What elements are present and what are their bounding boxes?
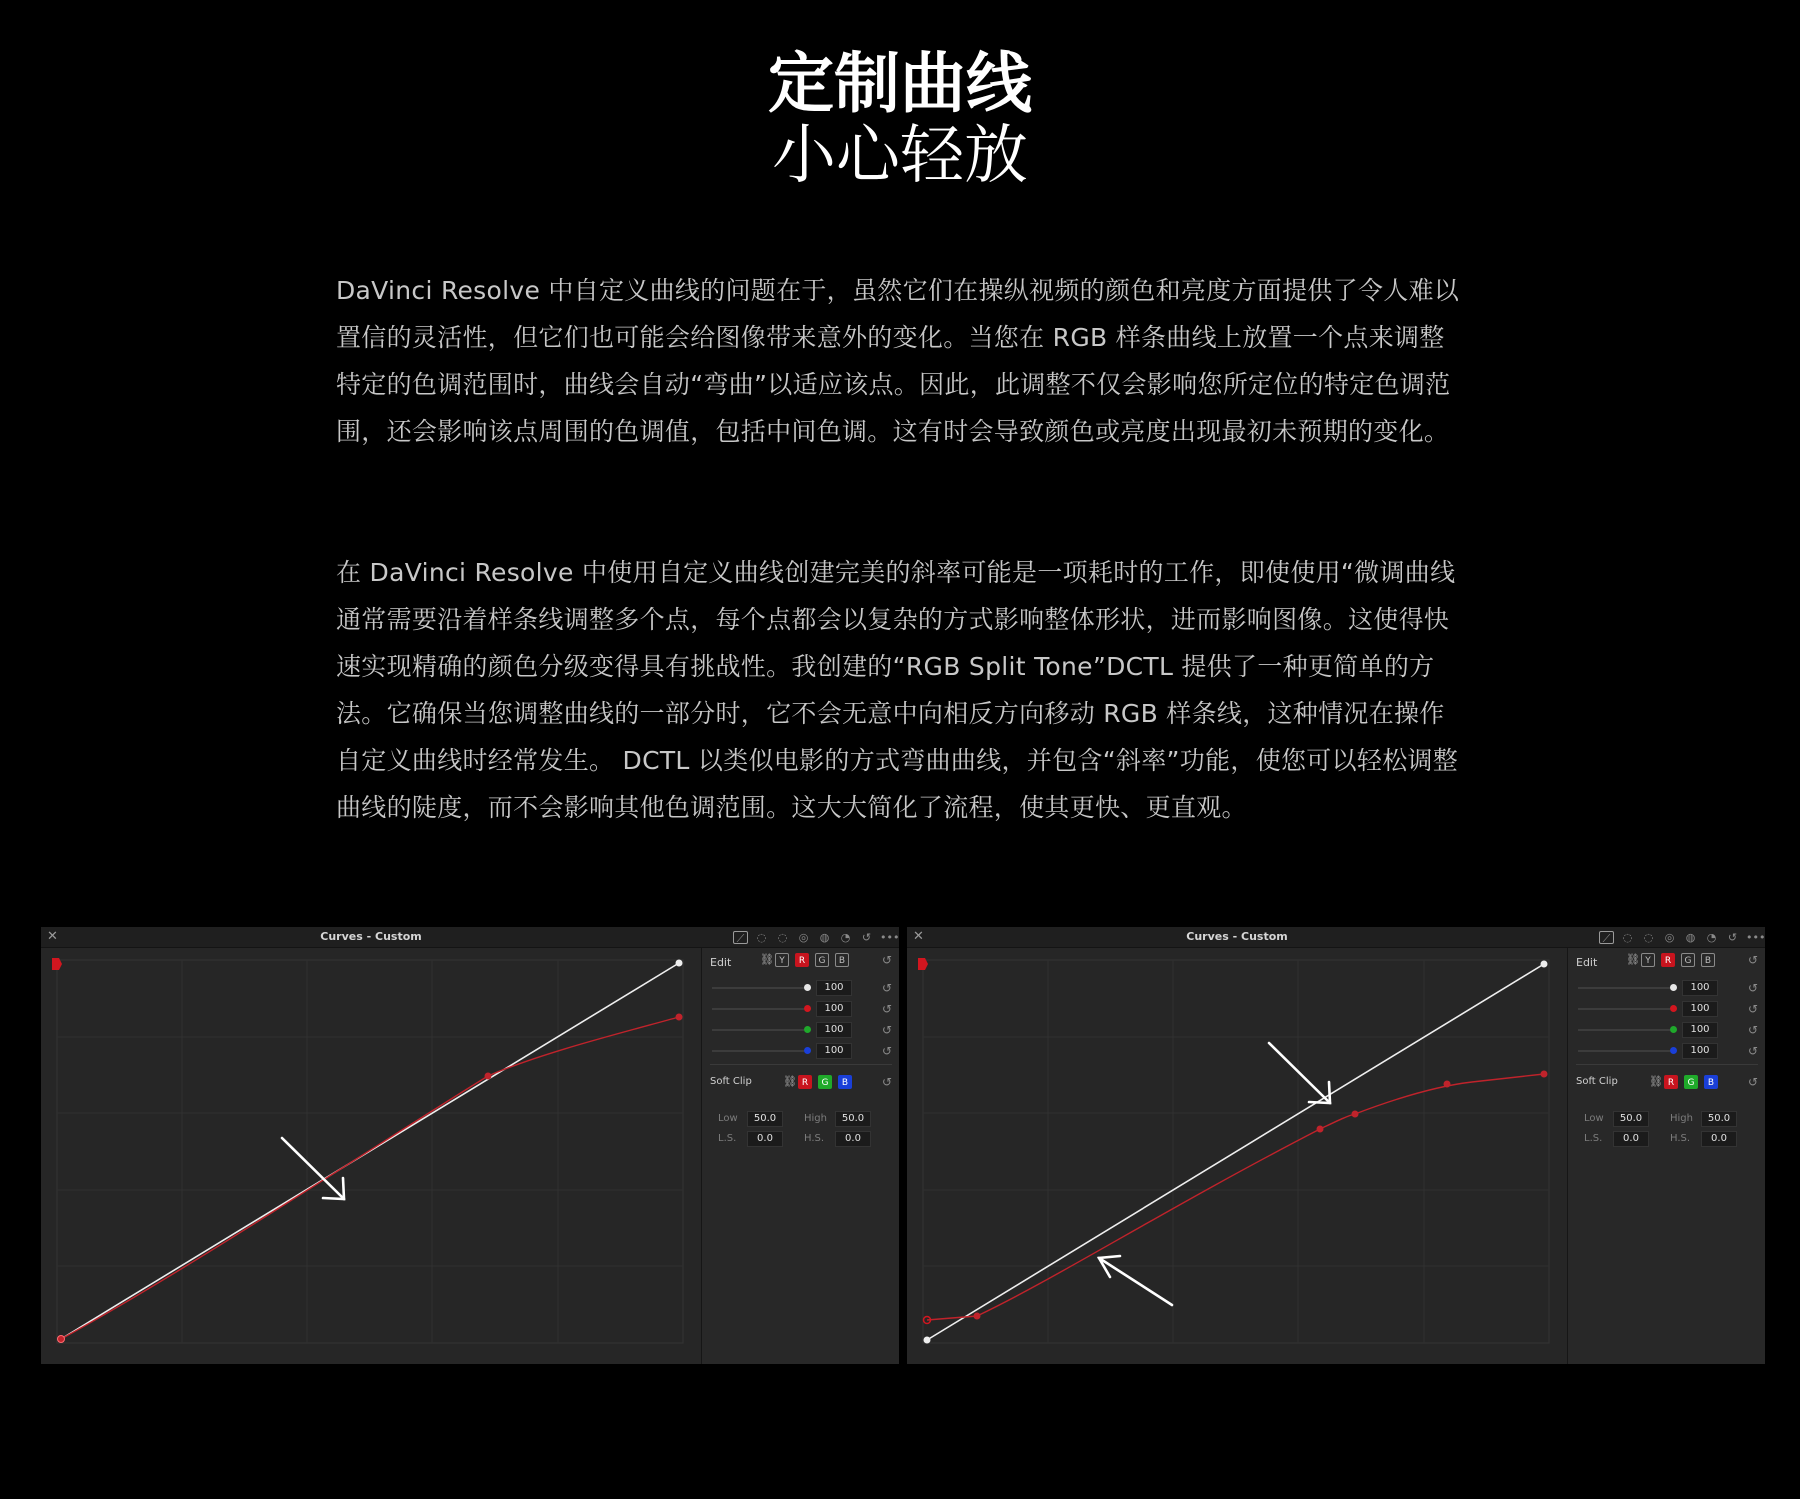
divider: [710, 1064, 892, 1065]
arrow-annotation-top: [1269, 1043, 1330, 1103]
ls-label: L.S.: [718, 1133, 737, 1144]
sat-vs-sat-icon[interactable]: ◔: [1706, 930, 1717, 944]
softclip-link-icon[interactable]: ⛓: [1649, 1075, 1663, 1088]
curves-panel-right: [907, 927, 1765, 1364]
slider-red-dot[interactable]: [804, 1005, 811, 1012]
link-icon[interactable]: ⛓: [760, 953, 774, 966]
body-paragraph-2: 在 DaVinci Resolve 中使用自定义曲线创建完美的斜率可能是一项耗时的工作，即使使用“微调曲线通常需要沿着样条线调整多个点，每个点都会以复杂的方式影响整体形状，进而影响图像。这使得快速实现精确的颜色分级变得具有挑战性。我创建的“RGB Split Tone”DCTL 提供了一种更简单的方法。它确保当您调整曲线的一部分时，它不会无意中向相反方向移动 RGB 样条线，这种情况在操作自定义曲线时经常发生。 DCTL 以类似电影的方式弯曲曲线，并包含“斜率”功能，使您可以轻松调整曲线的陡度，而不会影响其他色调范围。这大大简化了流程，使其更快、更直观。: [336, 558, 1459, 822]
page-subtitle: 小心轻放: [772, 119, 1028, 193]
hue-vs-sat-icon[interactable]: ◌: [777, 930, 788, 944]
hue-vs-lum-icon[interactable]: ◎: [1664, 930, 1675, 944]
arrow-annotation-bottom: [1099, 1256, 1172, 1305]
slider-red-track[interactable]: [1578, 1008, 1670, 1010]
ls-value-field[interactable]: 0.0: [747, 1131, 783, 1147]
red-point-mid-a: [1317, 1126, 1324, 1133]
red-point-bottom: [58, 1336, 65, 1343]
panel-toolbar: [1599, 927, 1765, 947]
slider-luma-track[interactable]: [712, 987, 804, 989]
white-point-top: [1541, 961, 1548, 968]
link-icon[interactable]: ⛓: [1626, 953, 1640, 966]
low-value-field[interactable]: 50.0: [747, 1111, 783, 1127]
lum-vs-sat-icon[interactable]: ◍: [1685, 930, 1696, 944]
hs-label: H.S.: [1670, 1133, 1691, 1144]
channel-r-button[interactable]: R: [1661, 953, 1675, 967]
reset-blue-icon[interactable]: ↺: [882, 1044, 893, 1058]
hs-value-field[interactable]: 0.0: [835, 1131, 871, 1147]
reset-red-icon[interactable]: ↺: [1748, 1002, 1759, 1016]
reset-softclip-icon[interactable]: ↺: [882, 1075, 893, 1089]
ls-label: L.S.: [1584, 1133, 1603, 1144]
slider-green-dot[interactable]: [804, 1026, 811, 1033]
curve-graph[interactable]: [41, 948, 701, 1364]
divider: [1576, 1064, 1758, 1065]
curve-graph-svg: [907, 948, 1567, 1364]
reset-edit-icon[interactable]: ↺: [1748, 953, 1759, 967]
softclip-g-button[interactable]: G: [1684, 1075, 1698, 1089]
slider-luma-dot[interactable]: [1670, 984, 1677, 991]
slider-green-dot[interactable]: [1670, 1026, 1677, 1033]
high-label: High: [804, 1113, 827, 1124]
high-value-field[interactable]: 50.0: [1701, 1111, 1737, 1127]
high-label: High: [1670, 1113, 1693, 1124]
channel-g-button[interactable]: G: [1681, 953, 1695, 967]
channel-y-button[interactable]: Y: [775, 953, 789, 967]
reset-luma-icon[interactable]: ↺: [882, 981, 893, 995]
slider-luma-dot[interactable]: [804, 984, 811, 991]
hs-label: H.S.: [804, 1133, 825, 1144]
channel-b-button[interactable]: B: [835, 953, 849, 967]
ls-value-field[interactable]: 0.0: [1613, 1131, 1649, 1147]
slider-green-track[interactable]: [712, 1029, 804, 1031]
slider-red-track[interactable]: [712, 1008, 804, 1010]
hs-value-field[interactable]: 0.0: [1701, 1131, 1737, 1147]
slider-green-track[interactable]: [1578, 1029, 1670, 1031]
curve-view-icon[interactable]: ⟋: [733, 931, 748, 944]
curve-view-icon[interactable]: ⟋: [1599, 931, 1614, 944]
reset-all-icon[interactable]: ↺: [1727, 930, 1738, 944]
slider-blue-track[interactable]: [712, 1050, 804, 1052]
slider-luma-value[interactable]: 100: [1682, 980, 1718, 996]
white-point-bottom: [924, 1337, 931, 1344]
curves-panel-left: [41, 927, 899, 1364]
lum-vs-sat-icon[interactable]: ◍: [819, 930, 830, 944]
body-paragraph-1: DaVinci Resolve 中自定义曲线的问题在于，虽然它们在操纵视频的颜色和亮度方面提供了令人难以置信的灵活性，但它们也可能会给图像带来意外的变化。当您在 RGB 样条曲线上放置一个点来调整特定的色调范围时，曲线会自动“弯曲”以适应该点。因此，此调整不仅会影响您所定位的特定色调范围，还会影响该点周围的色调值，包括中间色调。这有时会导致颜色或亮度出现最初未预期的变化。: [336, 276, 1460, 446]
red-point-mid-b: [1352, 1111, 1359, 1118]
white-identity-line: [927, 964, 1544, 1340]
page-title: 定制曲线: [768, 45, 1032, 122]
edit-label: Edit: [710, 956, 732, 969]
slider-luma-value[interactable]: 100: [816, 980, 852, 996]
softclip-r-button[interactable]: R: [798, 1075, 812, 1089]
hue-vs-sat-icon[interactable]: ◌: [1643, 930, 1654, 944]
softclip-b-button[interactable]: B: [1704, 1075, 1718, 1089]
sat-vs-sat-icon[interactable]: ◔: [840, 930, 851, 944]
slider-blue-value[interactable]: 100: [1682, 1043, 1718, 1059]
white-point-top: [676, 960, 683, 967]
slider-red-dot[interactable]: [1670, 1005, 1677, 1012]
panel-titlebar: [41, 927, 899, 948]
slider-green-value[interactable]: 100: [816, 1022, 852, 1038]
panel-title: Curves - Custom: [320, 930, 422, 943]
reset-edit-icon[interactable]: ↺: [882, 953, 893, 967]
edit-label: Edit: [1576, 956, 1598, 969]
low-label: Low: [1584, 1113, 1604, 1124]
red-point-high: [1444, 1081, 1451, 1088]
soft-clip-label: Soft Clip: [1576, 1076, 1618, 1087]
channel-y-button[interactable]: Y: [1641, 953, 1655, 967]
low-value-field[interactable]: 50.0: [1613, 1111, 1649, 1127]
softclip-b-button[interactable]: B: [838, 1075, 852, 1089]
red-point-low: [974, 1313, 981, 1320]
red-point-top: [676, 1014, 683, 1021]
reset-green-icon[interactable]: ↺: [1748, 1023, 1759, 1037]
panel-toolbar: [733, 927, 899, 947]
softclip-link-icon[interactable]: ⛓: [783, 1075, 797, 1088]
low-label: Low: [718, 1113, 738, 1124]
hue-vs-lum-icon[interactable]: ◎: [798, 930, 809, 944]
reset-softclip-icon[interactable]: ↺: [1748, 1075, 1759, 1089]
channel-b-button[interactable]: B: [1701, 953, 1715, 967]
red-point-mid: [485, 1073, 492, 1080]
slider-blue-value[interactable]: 100: [816, 1043, 852, 1059]
close-icon[interactable]: ✕: [913, 929, 924, 944]
reset-all-icon[interactable]: ↺: [861, 930, 872, 944]
curve-graph-svg: [41, 948, 701, 1364]
slider-blue-dot[interactable]: [1670, 1047, 1677, 1054]
panel-titlebar: [907, 927, 1765, 948]
softclip-g-button[interactable]: G: [818, 1075, 832, 1089]
reset-luma-icon[interactable]: ↺: [1748, 981, 1759, 995]
reset-red-icon[interactable]: ↺: [882, 1002, 893, 1016]
curve-controls-sidebar: [702, 948, 899, 1364]
slider-blue-dot[interactable]: [804, 1047, 811, 1054]
red-point-top: [1541, 1071, 1548, 1078]
panel-title: Curves - Custom: [1186, 930, 1288, 943]
slider-green-value[interactable]: 100: [1682, 1022, 1718, 1038]
softclip-r-button[interactable]: R: [1664, 1075, 1678, 1089]
hue-vs-hue-icon[interactable]: ◌: [756, 930, 767, 944]
reset-blue-icon[interactable]: ↺: [1748, 1044, 1759, 1058]
slider-blue-track[interactable]: [1578, 1050, 1670, 1052]
curve-graph[interactable]: [907, 948, 1567, 1364]
curve-controls-sidebar: [1568, 948, 1765, 1364]
more-options-icon[interactable]: •••: [880, 930, 899, 944]
hue-vs-hue-icon[interactable]: ◌: [1622, 930, 1633, 944]
slider-red-value[interactable]: 100: [816, 1001, 852, 1017]
more-options-icon[interactable]: •••: [1746, 930, 1765, 944]
channel-r-button[interactable]: R: [795, 953, 809, 967]
channel-g-button[interactable]: G: [815, 953, 829, 967]
reset-green-icon[interactable]: ↺: [882, 1023, 893, 1037]
close-icon[interactable]: ✕: [47, 929, 58, 944]
high-value-field[interactable]: 50.0: [835, 1111, 871, 1127]
red-curve: [61, 1017, 679, 1339]
slider-luma-track[interactable]: [1578, 987, 1670, 989]
slider-red-value[interactable]: 100: [1682, 1001, 1718, 1017]
soft-clip-label: Soft Clip: [710, 1076, 752, 1087]
